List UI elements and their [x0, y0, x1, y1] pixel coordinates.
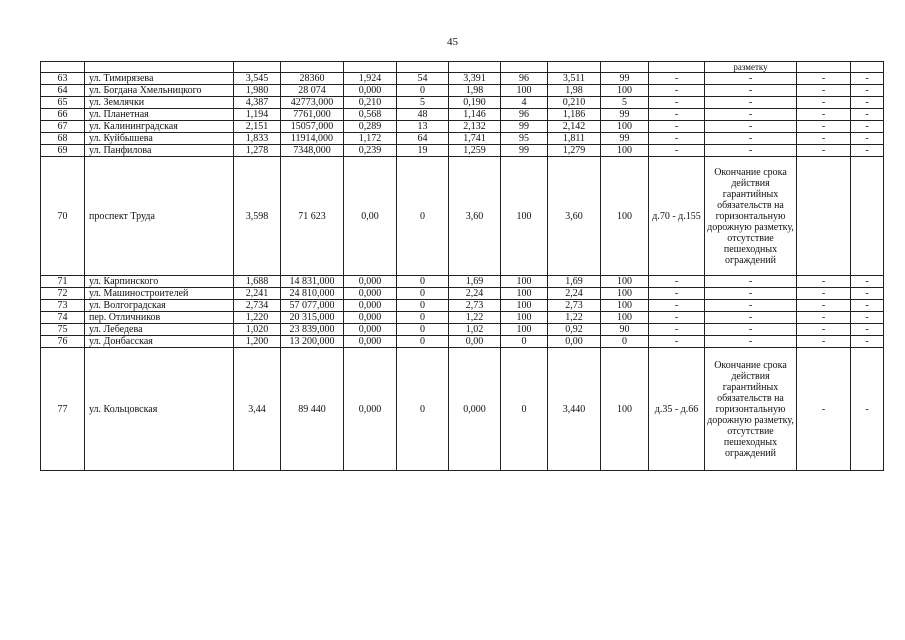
table-cell: 0,000: [344, 300, 397, 312]
table-cell: 0: [501, 348, 548, 471]
street-name-cell: проспект Труда: [85, 157, 234, 276]
table-cell: -: [797, 145, 851, 157]
table-cell: 1,146: [449, 109, 501, 121]
table-cell: 1,186: [548, 109, 601, 121]
table-cell: 0,289: [344, 121, 397, 133]
header-cell: [797, 62, 851, 73]
header-cell: [41, 62, 85, 73]
table-cell: -: [705, 73, 797, 85]
table-cell: 100: [601, 85, 649, 97]
table-row: [41, 348, 884, 471]
street-name-cell: ул. Планетная: [85, 109, 234, 121]
table-cell: -: [797, 300, 851, 312]
table-cell: 65: [41, 97, 85, 109]
table-cell: 1,22: [449, 312, 501, 324]
table-cell: 2,132: [449, 121, 501, 133]
table-cell: -: [797, 336, 851, 348]
table-cell: 0,000: [344, 288, 397, 300]
table-cell: -: [705, 121, 797, 133]
header-cell: [234, 62, 281, 73]
table-cell: 11914,000: [281, 133, 344, 145]
table-cell: 3,440: [548, 348, 601, 471]
table-cell: 99: [601, 73, 649, 85]
table-cell: 3,511: [548, 73, 601, 85]
table-cell: 95: [501, 133, 548, 145]
table-cell: -: [797, 312, 851, 324]
table-cell: 99: [601, 109, 649, 121]
table-cell: 1,688: [234, 276, 281, 288]
table-cell: 23 839,000: [281, 324, 344, 336]
table-cell: 96: [501, 73, 548, 85]
table-cell: -: [705, 288, 797, 300]
table-cell: 0: [501, 336, 548, 348]
table-cell: -: [649, 336, 705, 348]
table-cell: 5: [397, 97, 449, 109]
table-cell: 100: [501, 85, 548, 97]
table-cell: 19: [397, 145, 449, 157]
table-cell: -: [797, 348, 851, 471]
table-cell: -: [705, 300, 797, 312]
table-row: [41, 145, 884, 157]
table-cell: 14 831,000: [281, 276, 344, 288]
table-cell: 73: [41, 300, 85, 312]
table-cell: 0,00: [344, 157, 397, 276]
table-cell: Окончание срока действия гарантийных обязательств на горизонтальную дорожную разметку, отсутствие пешеходных ограждений: [705, 157, 797, 276]
table-cell: 100: [501, 288, 548, 300]
table-row: [41, 85, 884, 97]
table-cell: -: [797, 288, 851, 300]
table-cell: 0,000: [344, 312, 397, 324]
table-cell: 1,020: [234, 324, 281, 336]
table-cell: 42773,000: [281, 97, 344, 109]
street-name-cell: ул. Карпинского: [85, 276, 234, 288]
street-name-cell: ул. Калининградская: [85, 121, 234, 133]
table-cell: 100: [501, 312, 548, 324]
table-cell: 100: [501, 300, 548, 312]
table-cell: 100: [601, 348, 649, 471]
table-cell: 1,741: [449, 133, 501, 145]
table-cell: -: [649, 109, 705, 121]
table-cell: -: [649, 97, 705, 109]
table-cell: -: [851, 288, 884, 300]
table-row: [41, 73, 884, 85]
page-number: 45: [447, 36, 458, 48]
table-cell: д.70 - д.155: [649, 157, 705, 276]
table-cell: 75: [41, 324, 85, 336]
table-cell: 71 623: [281, 157, 344, 276]
table-row: [41, 312, 884, 324]
table-cell: 0,190: [449, 97, 501, 109]
table-cell: -: [851, 121, 884, 133]
table-cell: -: [649, 133, 705, 145]
table-cell: д.35 - д.66: [649, 348, 705, 471]
table-cell: 3,60: [449, 157, 501, 276]
table-cell: 1,220: [234, 312, 281, 324]
table-cell: 96: [501, 109, 548, 121]
table-cell: 100: [601, 288, 649, 300]
table-cell: 0,000: [344, 348, 397, 471]
table-cell: 0,210: [548, 97, 601, 109]
header-cell: [851, 62, 884, 73]
street-name-cell: ул. Волгоградская: [85, 300, 234, 312]
table-cell: 1,02: [449, 324, 501, 336]
table-cell: -: [649, 145, 705, 157]
table-row: [41, 276, 884, 288]
table-cell: 1,22: [548, 312, 601, 324]
table-cell: 1,279: [548, 145, 601, 157]
table-cell: 0,000: [344, 324, 397, 336]
table-cell: 3,391: [449, 73, 501, 85]
table-cell: 48: [397, 109, 449, 121]
table-cell: -: [705, 276, 797, 288]
table-cell: -: [851, 348, 884, 471]
table-row: [41, 121, 884, 133]
table-row: [41, 97, 884, 109]
table-cell: -: [851, 85, 884, 97]
table-cell: 64: [41, 85, 85, 97]
table-cell: 100: [601, 312, 649, 324]
table-cell: 0,00: [449, 336, 501, 348]
table-cell: -: [649, 121, 705, 133]
header-cell: [281, 62, 344, 73]
table-cell: -: [851, 73, 884, 85]
table-cell: -: [851, 133, 884, 145]
table-cell: 54: [397, 73, 449, 85]
table-cell: 1,98: [548, 85, 601, 97]
header-cell: [449, 62, 501, 73]
table-cell: 0: [397, 312, 449, 324]
table-cell: 0: [397, 85, 449, 97]
table-cell: 2,73: [548, 300, 601, 312]
table-cell: [797, 157, 851, 276]
table-cell: 99: [501, 121, 548, 133]
table-row: [41, 157, 884, 276]
table-cell: -: [649, 324, 705, 336]
table-cell: -: [797, 73, 851, 85]
table-cell: -: [705, 85, 797, 97]
table-cell: 64: [397, 133, 449, 145]
table-cell: -: [851, 312, 884, 324]
table-cell: 1,172: [344, 133, 397, 145]
table-cell: 74: [41, 312, 85, 324]
table-cell: 13 200,000: [281, 336, 344, 348]
table-cell: 99: [601, 133, 649, 145]
table-cell: 1,69: [548, 276, 601, 288]
table-cell: 0,92: [548, 324, 601, 336]
table-cell: 28360: [281, 73, 344, 85]
table-cell: -: [705, 97, 797, 109]
table-row: [41, 109, 884, 121]
table-cell: 2,73: [449, 300, 501, 312]
header-cell: [85, 62, 234, 73]
table-cell: 100: [601, 145, 649, 157]
table-cell: 2,24: [449, 288, 501, 300]
street-name-cell: ул. Машиностроителей: [85, 288, 234, 300]
table-cell: 3,44: [234, 348, 281, 471]
table-cell: 100: [601, 300, 649, 312]
street-name-cell: ул. Землячки: [85, 97, 234, 109]
table-cell: -: [797, 133, 851, 145]
table-cell: 20 315,000: [281, 312, 344, 324]
table-cell: 1,924: [344, 73, 397, 85]
table-cell: 0: [397, 157, 449, 276]
table-cell: -: [797, 276, 851, 288]
table-cell: -: [649, 312, 705, 324]
table-cell: -: [705, 336, 797, 348]
table-cell: 2,24: [548, 288, 601, 300]
table-row: [41, 288, 884, 300]
header-cell: [501, 62, 548, 73]
table-cell: -: [851, 300, 884, 312]
table-cell: 1,98: [449, 85, 501, 97]
table-cell: 90: [601, 324, 649, 336]
table-cell: 4: [501, 97, 548, 109]
header-cell: [601, 62, 649, 73]
street-name-cell: ул. Тимирязева: [85, 73, 234, 85]
table-cell: -: [797, 109, 851, 121]
table-cell: 68: [41, 133, 85, 145]
table-cell: 69: [41, 145, 85, 157]
table-cell: 0: [397, 288, 449, 300]
table-cell: 0: [397, 300, 449, 312]
table-cell: 2,151: [234, 121, 281, 133]
table-row: [41, 300, 884, 312]
table-cell: -: [797, 97, 851, 109]
table-cell: [851, 157, 884, 276]
table-cell: -: [649, 288, 705, 300]
table-cell: 7348,000: [281, 145, 344, 157]
table-cell: 2,241: [234, 288, 281, 300]
table-cell: 28 074: [281, 85, 344, 97]
table-cell: -: [851, 336, 884, 348]
header-cell: [548, 62, 601, 73]
table-cell: 1,980: [234, 85, 281, 97]
table-cell: 1,200: [234, 336, 281, 348]
table-cell: 5: [601, 97, 649, 109]
table-cell: -: [797, 85, 851, 97]
table-cell: 89 440: [281, 348, 344, 471]
street-name-cell: ул. Лебедева: [85, 324, 234, 336]
table-cell: 0,00: [548, 336, 601, 348]
table-cell: 72: [41, 288, 85, 300]
table-cell: 15057,000: [281, 121, 344, 133]
table-cell: -: [705, 324, 797, 336]
street-name-cell: ул. Панфилова: [85, 145, 234, 157]
street-name-cell: ул. Куйбышева: [85, 133, 234, 145]
table-cell: -: [705, 145, 797, 157]
table-cell: 2,142: [548, 121, 601, 133]
table-cell: 0,210: [344, 97, 397, 109]
table-cell: 1,278: [234, 145, 281, 157]
table-cell: 0,000: [344, 276, 397, 288]
street-name-cell: ул. Кольцовская: [85, 348, 234, 471]
table-cell: 13: [397, 121, 449, 133]
table-header-continuation: [41, 62, 884, 73]
table-cell: -: [649, 85, 705, 97]
header-cell: [397, 62, 449, 73]
table-cell: 24 810,000: [281, 288, 344, 300]
table-cell: -: [851, 97, 884, 109]
table-cell: -: [705, 109, 797, 121]
header-cell: разметку: [705, 62, 797, 73]
table-cell: 0,568: [344, 109, 397, 121]
table-cell: 77: [41, 348, 85, 471]
table-cell: 100: [601, 121, 649, 133]
table-cell: -: [649, 276, 705, 288]
table-cell: 1,259: [449, 145, 501, 157]
header-cell: [344, 62, 397, 73]
table-cell: 100: [601, 157, 649, 276]
table-cell: Окончание срока действия гарантийных обязательств на горизонтальную дорожную разметку, отсутствие пешеходных ограждений: [705, 348, 797, 471]
table-cell: -: [705, 133, 797, 145]
table-cell: -: [797, 324, 851, 336]
table-cell: 66: [41, 109, 85, 121]
table-cell: 57 077,000: [281, 300, 344, 312]
table-cell: -: [649, 300, 705, 312]
table-cell: 0: [601, 336, 649, 348]
table-cell: 0,000: [344, 336, 397, 348]
table-cell: -: [851, 145, 884, 157]
header-cell: [649, 62, 705, 73]
table-cell: -: [851, 324, 884, 336]
table-row: [41, 324, 884, 336]
table-cell: -: [649, 73, 705, 85]
street-name-cell: пер. Отличников: [85, 312, 234, 324]
table-cell: 0,000: [344, 85, 397, 97]
table-cell: 1,194: [234, 109, 281, 121]
table-cell: 67: [41, 121, 85, 133]
table-cell: 100: [501, 324, 548, 336]
street-name-cell: ул. Богдана Хмельницкого: [85, 85, 234, 97]
table-cell: 71: [41, 276, 85, 288]
table-cell: 2,734: [234, 300, 281, 312]
table-cell: 0: [397, 324, 449, 336]
table-cell: 1,833: [234, 133, 281, 145]
table-cell: 0: [397, 276, 449, 288]
table-cell: -: [705, 312, 797, 324]
table-cell: 3,545: [234, 73, 281, 85]
table-body: [41, 62, 884, 471]
table-cell: 70: [41, 157, 85, 276]
roads-table: [40, 61, 884, 471]
table-row: [41, 133, 884, 145]
table-cell: 100: [601, 276, 649, 288]
table-cell: 63: [41, 73, 85, 85]
table-cell: 100: [501, 276, 548, 288]
table-cell: 3,598: [234, 157, 281, 276]
table-cell: 1,69: [449, 276, 501, 288]
table-cell: 3,60: [548, 157, 601, 276]
table-cell: 100: [501, 157, 548, 276]
table-cell: -: [851, 109, 884, 121]
table-row: [41, 336, 884, 348]
table-cell: 99: [501, 145, 548, 157]
table-cell: 0,000: [449, 348, 501, 471]
table-cell: 76: [41, 336, 85, 348]
street-name-cell: ул. Донбасская: [85, 336, 234, 348]
table-cell: 7761,000: [281, 109, 344, 121]
table-cell: 0,239: [344, 145, 397, 157]
table-cell: -: [797, 121, 851, 133]
table-cell: 4,387: [234, 97, 281, 109]
table-cell: -: [851, 276, 884, 288]
table-cell: 0: [397, 348, 449, 471]
table-cell: 1,811: [548, 133, 601, 145]
table-cell: 0: [397, 336, 449, 348]
